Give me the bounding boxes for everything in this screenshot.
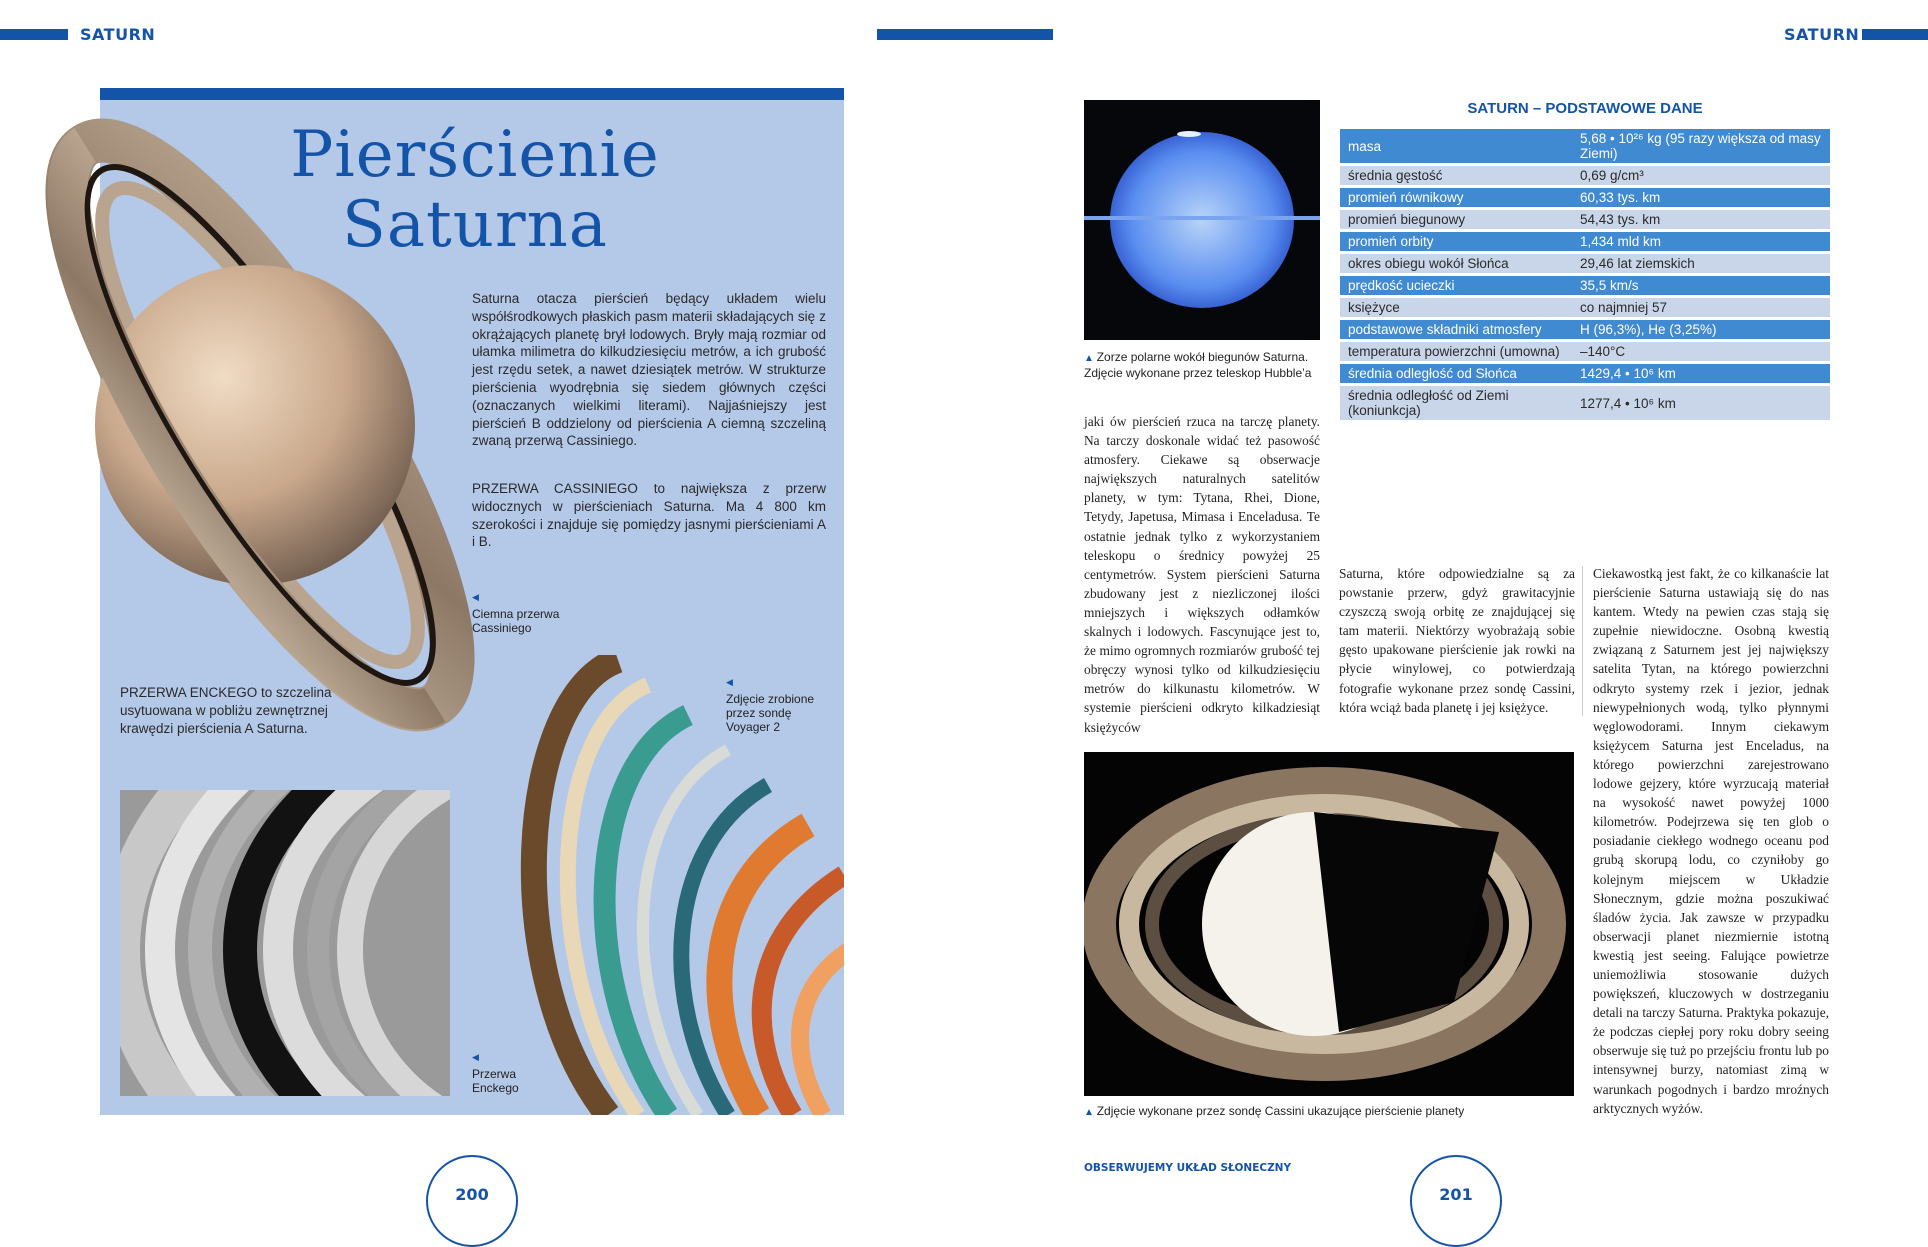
table-cell-value: co najmniej 57 — [1572, 298, 1830, 317]
column-divider — [1582, 566, 1583, 716]
table-row — [1340, 232, 1830, 251]
right-running-title: SATURN — [1784, 25, 1860, 44]
table-cell-value: 60,33 tys. km — [1572, 188, 1830, 207]
body-column-3: Ciekawostką jest fakt, że co kilkanaście lat pierścienie Saturna ustawiają się do nas kantem. Wtedy na pewien czas stają się zupełnie niewidoczne. Osobną kwestią związaną z Saturnem jest jej największy satelita Tytan, na którego powierzchni odkryto systemy rzek i jezior, jednak niewypełnionych wodą, tylko płynnymi węglowodorami. Innym ciekawym księżycem Saturna jest Enceladus, na którego powierzchni zarejestrowano lodowe gejzery, które wyrzucają materiał na wysokość nawet powyżej 1000 kilometrów. Podejrzewa się ten glob o posiadanie ciekłego wodnego oceanu pod grubą skorupą lodu, co czyniłoby go kolejnym miejscem w Układzie Słonecznym, gdzie można poszukiwać śladów życia. Jak zawsze w przypadku obserwacji planet niezmiernie istotną kwestią jest seeing. Falujące powietrze uniemożliwia stosowanie dużych powiększeń, kluczowych w dostrzeganiu detali na tarczy Saturna. Praktyka pokazuje, że podczas ciepłej pory roku dobry seeing obserwuje się tuż po przejściu frontu lub po intensywnej burzy, natomiast zimą w warunkach pogodnych i bardzo mroźnych arktycznych wyżów. — [1593, 566, 1829, 1116]
intro-paragraph: Saturna otacza pierścień będący układem wielu współśrodkowych płaskich pasm materii składających się z okrążających planetę brył lodowych. Bryły mają rozmiar od ułamka milimetra do kilkudziesięciu metrów, a ich grubość jest rzędu setek, a nawet dziesiątek metrów. W strukturze pierścienia wyodrębnia się siedem głównych części (oznaczanych wielkimi literami). Najjaśniejszy jest pierścień B oddzielony od pierścienia A ciemną szczeliną zwaną przerwą Cassiniego. — [472, 291, 826, 449]
table-row — [1340, 129, 1830, 163]
encke-gap-photo — [120, 790, 450, 1096]
table-cell-value: 1,434 mld km — [1572, 232, 1830, 251]
saturn-data-table — [1340, 126, 1830, 423]
table-cell-label: prędkość ucieczki — [1340, 276, 1572, 295]
table-cell-label: księżyce — [1340, 298, 1572, 317]
table-cell-label: masa — [1340, 129, 1572, 163]
table-cell-value: 1429,4 • 10⁶ km — [1572, 364, 1830, 383]
caption-cassini-text: Ciemna przerwa Cassiniego — [472, 607, 560, 635]
caption-encke-text: Przerwa Enckego — [472, 1067, 519, 1095]
table-cell-label: temperatura powierzchni (umowna) — [1340, 342, 1572, 361]
table-cell-label: średnia gęstość — [1340, 166, 1572, 185]
table-cell-value: 1277,4 • 10⁶ km — [1572, 386, 1830, 420]
caption-cassini-gap — [472, 590, 582, 635]
aurora-caption — [1084, 350, 1320, 380]
table-cell-label: średnia odległość od Słońca — [1340, 364, 1572, 383]
cassini-photo-caption-text: Zdjęcie wykonane przez sondę Cassini ukazujące pierścienie planety — [1096, 1104, 1465, 1118]
encke-gap-paragraph: PRZERWA ENCKEGO to szczelina usytuowana w pobliżu zewnętrznej krawędzi pierścienia A Saturna. — [120, 685, 332, 736]
page-number-right: 201 — [1439, 1185, 1473, 1204]
voyager-rings-photo — [488, 655, 844, 1115]
header-bar-center — [877, 29, 1053, 40]
caption-pointer-icon: ▲ — [1084, 353, 1097, 364]
page-title-line2: Saturna — [342, 188, 608, 262]
table-row — [1340, 166, 1830, 185]
page-number-circle-right — [1410, 1155, 1502, 1247]
table-row — [1340, 276, 1830, 295]
caption-pointer-icon: ◀ — [472, 1052, 479, 1062]
table-row — [1340, 210, 1830, 229]
caption-pointer-icon: ◀ — [726, 677, 733, 687]
table-cell-value: 35,5 km/s — [1572, 276, 1830, 295]
table-row — [1340, 386, 1830, 420]
page-title — [270, 120, 680, 260]
table-row — [1340, 188, 1830, 207]
aurora-photo — [1084, 100, 1320, 340]
left-running-title: SATURN — [80, 25, 156, 44]
table-cell-value: 5,68 • 10²⁶ kg (95 razy większa od masy Ziemi) — [1572, 129, 1830, 163]
table-cell-label: średnia odległość od Ziemi (koniunkcja) — [1340, 386, 1572, 420]
header-bar-left — [0, 29, 68, 40]
caption-pointer-icon: ◀ — [472, 592, 479, 602]
table-cell-value: H (96,3%), He (3,25%) — [1572, 320, 1830, 339]
body-column-1: jaki ów pierścień rzuca na tarczę planety. Na tarczy doskonale widać też pasowość atmosfery. Ciekawe są obserwacje największych naturalnych satelitów planety, w tym: Tytana, Rhei, Dione, Tetydy, Japetusa, Mimasa i Enceladusa. Te ostatnie jednak tylko z wykorzystaniem teleskopu o średnicy powyżej 25 centymetrów. System pierścieni Saturna zbudowany jest z niezliczonej ilości mniejszych i większych odłamków skalnych i lodowych. Fascynujące jest to, że mimo ogromnych rozmiarów grubość tej obręczy wynosi tylko od kilkudziesięciu metrów do kilkunastu kilometrów. W systemie pierścieni odkryto kilkadziesiąt księżyców — [1084, 414, 1320, 735]
page-number-circle-left — [426, 1155, 518, 1247]
caption-voyager-text: Zdjęcie zrobione przez sondę Voyager 2 — [726, 692, 815, 734]
header-bar-right — [1862, 29, 1928, 40]
table-cell-value: 29,46 lat ziemskich — [1572, 254, 1830, 273]
page-number-left: 200 — [455, 1185, 489, 1204]
table-row — [1340, 364, 1830, 383]
table-cell-value: 0,69 g/cm³ — [1572, 166, 1830, 185]
page-title-line1: Pierścienie — [290, 118, 660, 192]
table-cell-label: promień równikowy — [1340, 188, 1572, 207]
table-row — [1340, 342, 1830, 361]
table-cell-label: promień biegunowy — [1340, 210, 1572, 229]
aurora-caption-text: Zorze polarne wokół biegunów Saturna. Zdjęcie wykonane przez teleskop Hubble’a — [1084, 350, 1312, 380]
table-cell-value: –140°C — [1572, 342, 1830, 361]
cassini-photo — [1084, 752, 1574, 1096]
table-row — [1340, 254, 1830, 273]
body-column-2: Saturna, które odpowiedzialne są za powstanie przerw, gdyż grawitacyjnie czyszczą swoją orbitę ze znajdującej się tam materii. Niektórzy wyobrażają sobie gęsto upakowane pierścienie jak rowki na płycie winylowej, co potwierdzają fotografie wykonane przez sondę Cassini, która wciąż bada planetę i jej księżyce. — [1339, 566, 1575, 715]
table-title: SATURN – PODSTAWOWE DANE — [1467, 100, 1703, 117]
caption-pointer-icon: ▲ — [1084, 1107, 1097, 1118]
table-cell-label: okres obiegu wokół Słońca — [1340, 254, 1572, 273]
table-cell-label: promień orbity — [1340, 232, 1572, 251]
table-cell-label: podstawowe składniki atmosfery — [1340, 320, 1572, 339]
cassini-gap-paragraph: PRZERWA CASSINIEGO to największa z przerw widocznych w pierścieniach Saturna. Ma 4 800 km szerokości i znajduje się pomiędzy jasnymi pierścieniami A i B. — [472, 481, 826, 550]
table-cell-value: 54,43 tys. km — [1572, 210, 1830, 229]
table-row — [1340, 298, 1830, 317]
footer-label: OBSERWUJEMY UKŁAD SŁONECZNY — [1084, 1162, 1292, 1174]
table-row — [1340, 320, 1830, 339]
cassini-photo-caption — [1084, 1104, 1574, 1120]
